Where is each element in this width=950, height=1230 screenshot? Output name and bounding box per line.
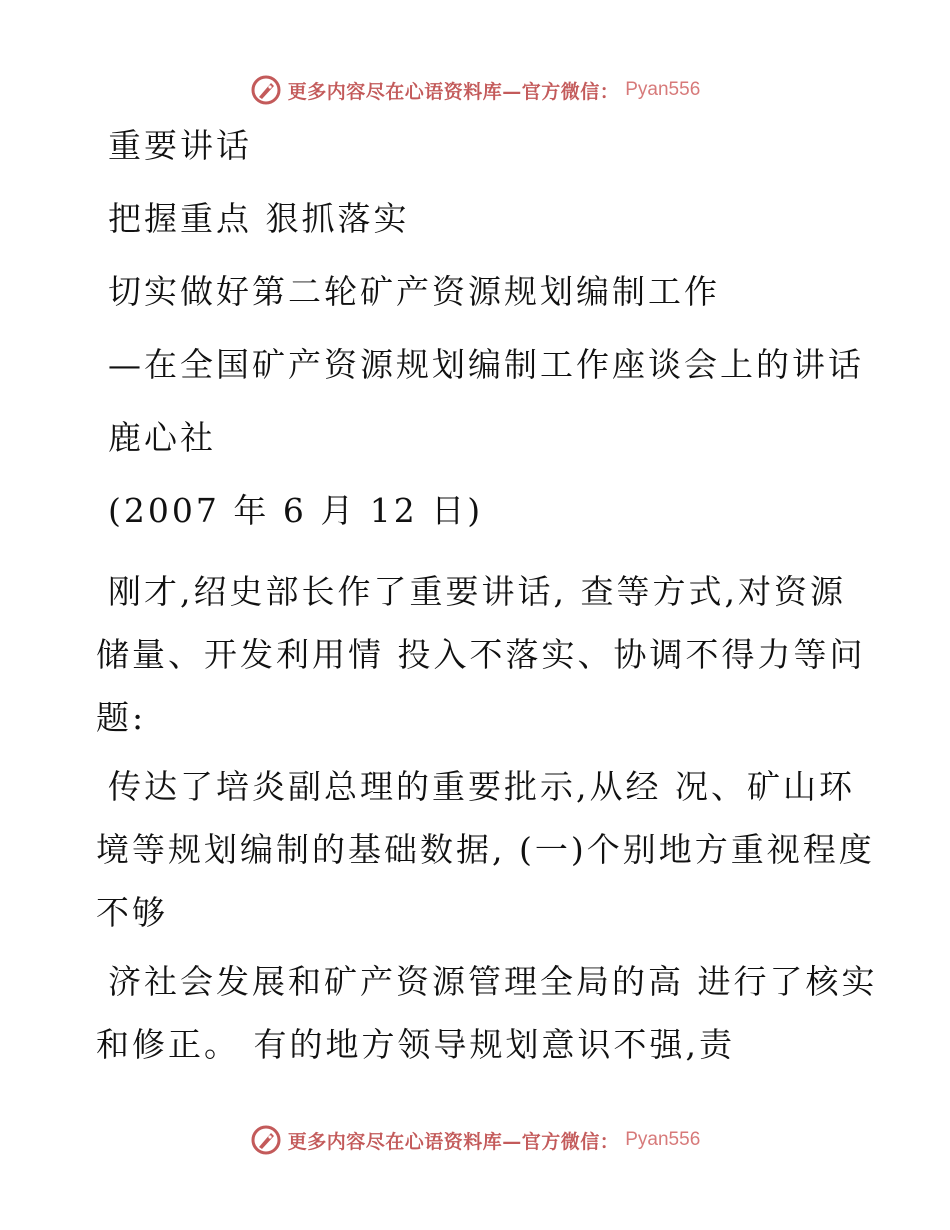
paragraph-line: 和修正。 有的地方领导规划意识不强,责 bbox=[96, 1025, 735, 1064]
document-body bbox=[96, 122, 878, 1076]
banner-wechat-id: Pyan556 bbox=[625, 79, 701, 100]
header-watermark-banner bbox=[0, 70, 950, 110]
pen-nib-logo-icon bbox=[250, 74, 282, 106]
doc-title-line-1: 把握重点 狠抓落实 bbox=[108, 199, 410, 238]
doc-date: (2007 年 6 月 12 日) bbox=[108, 491, 484, 530]
paragraph-line: 境等规划编制的基础数据, (一)个别地方重视程度 bbox=[96, 830, 875, 869]
paragraph-2 bbox=[96, 755, 875, 944]
footer-watermark-banner bbox=[0, 1120, 950, 1160]
banner-text: 更多内容尽在心语资料库—官方微信： bbox=[287, 80, 620, 103]
paragraph-line: 不够 bbox=[96, 893, 168, 932]
pen-nib-logo-icon bbox=[250, 1124, 282, 1156]
doc-title-line-2: 切实做好第二轮矿产资源规划编制工作 bbox=[108, 272, 720, 311]
paragraph-line: 刚才,绍史部长作了重要讲话, 查等方式,对资源 bbox=[108, 572, 846, 611]
paragraph-3 bbox=[96, 950, 878, 1076]
paragraph-line: 题: bbox=[96, 698, 147, 737]
doc-subtitle: —在全国矿产资源规划编制工作座谈会上的讲话 bbox=[108, 345, 864, 384]
paragraph-line: 传达了培炎副总理的重要批示,从经 况、矿山环 bbox=[108, 767, 855, 806]
banner-wechat-id: Pyan556 bbox=[625, 1129, 701, 1150]
doc-author: 鹿心社 bbox=[108, 418, 216, 457]
doc-category-heading: 重要讲话 bbox=[108, 126, 252, 165]
banner-text: 更多内容尽在心语资料库—官方微信： bbox=[287, 1130, 620, 1153]
paragraph-line: 储量、开发利用情 投入不落实、协调不得力等问 bbox=[96, 635, 866, 674]
paragraph-1 bbox=[96, 560, 866, 749]
paragraph-line: 济社会发展和矿产资源管理全局的高 进行了核实 bbox=[108, 962, 878, 1001]
